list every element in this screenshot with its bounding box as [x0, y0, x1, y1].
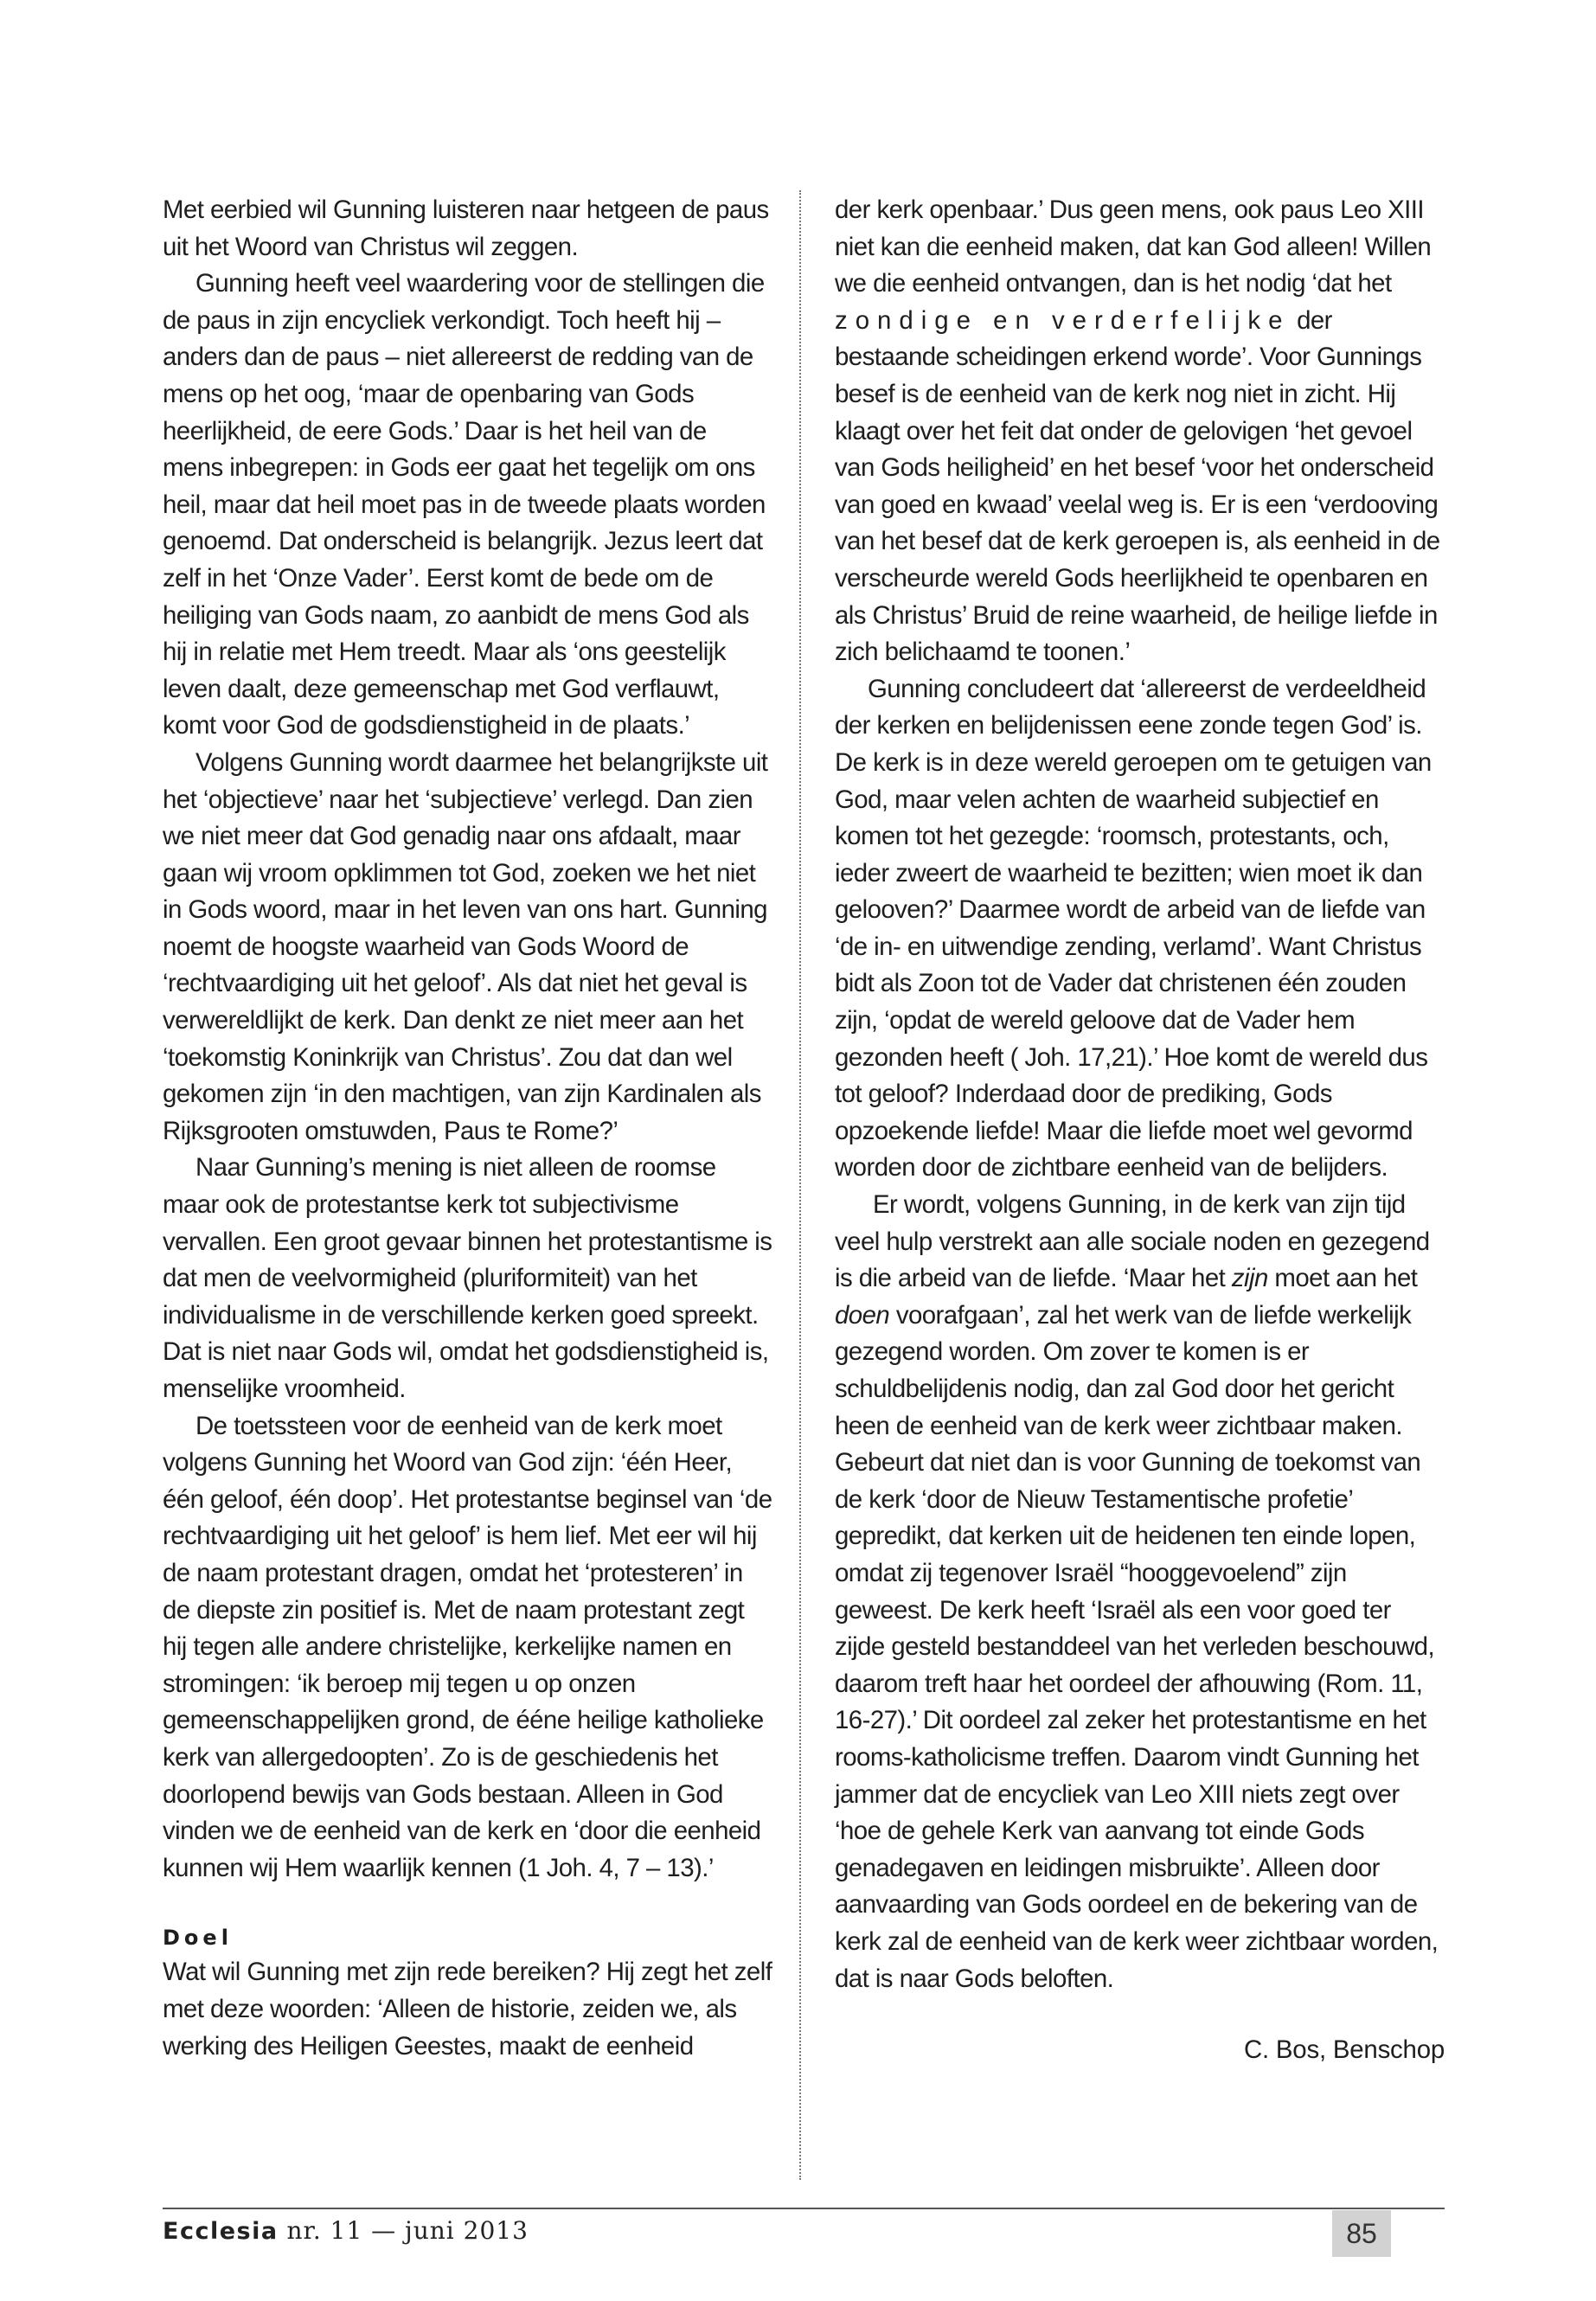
spaced-emphasis: zondige en verderfelijke — [835, 305, 1291, 335]
column-divider — [799, 190, 801, 2180]
author-signature: C. Bos, Benschop — [1243, 2035, 1445, 2065]
text-segment: Er wordt, volgens Gunning, in de kerk van zijn tijd veel hulp verstrekt aan alle sociale noden en gezegend is die arbeid van de liefde. ‘Maar het — [835, 1190, 1430, 1293]
footer-publication — [163, 2216, 529, 2245]
paragraph-1: Met eerbied wil Gunning luisteren naar hetgeen de paus uit het Woord van Christus wil zeggen. — [163, 195, 769, 261]
right-column — [835, 192, 1445, 2069]
page-number: 85 — [1332, 2210, 1391, 2257]
issue-info: nr. 11 — juni 2013 — [286, 2216, 529, 2245]
left-column — [163, 192, 772, 2065]
paragraph-5: De toetssteen voor de eenheid van de kerk moet volgens Gunning het Woord van God zijn: ‘één Heer, één geloof, één doop’. Het protestantse beginsel van ‘de rechtvaardiging uit het geloof’ is hem lief. Met eer wil hij de naam protestant dragen, omdat het ‘protesteren’ in de diepste zin positief is. Met de naam protestant zegt hij tegen alle andere christelijke, kerkelijke namen en stromingen: ‘ik beroep mij tegen u op onzen gemeenschappelijken grond, de ééne heilige katholieke kerk van allergedoopten’. Zo is de geschiedenis het doorlopend bewijs van Gods bestaan. Alleen in God vinden we de eenheid van de kerk en ‘door die eenheid kunnen wij Hem waarlijk kennen (1 Joh. 4, 7 – 13).’ — [163, 1411, 772, 1882]
text-segment: moet aan het — [1274, 1264, 1418, 1293]
italic-word: zijn — [1231, 1264, 1268, 1293]
paragraph-continued — [835, 192, 1445, 671]
footer-rule — [163, 2208, 1445, 2209]
paragraph-3: Volgens Gunning wordt daarmee het belangrijkste uit het ‘objectieve’ naar het ‘subjectieve’ verlegd. Dan zien we niet meer dat God genadig naar ons afdaalt, maar gaan wij vroom opklimmen tot God, zoeken we het niet in Gods woord, maar in het leven van ons hart. Gunning noemt de hoogste waarheid van Gods Woord de ‘rechtvaardiging uit het geloof’. Als dat niet het geval is verwereldlijkt de kerk. Dan denkt ze niet meer aan het ‘toekomstig Koninkrijk van Christus’. Zou dat dan wel gekomen zijn ‘in den machtigen, van zijn Kardinalen als Rijksgrooten omstuwden, Paus te Rome?’ — [163, 747, 768, 1145]
section-heading-doel: Doel — [163, 1926, 233, 1951]
paragraph-2: Gunning heeft veel waardering voor de stellingen die de paus in zijn encycliek verkondigt. Toch heeft hij – anders dan de paus – niet allereerst de redding van de mens op het oog, ‘maar de openbaring van Gods heerlijkheid, de eere Gods.’ Daar is het heil van de mens inbegrepen: in Gods eer gaat het tegelijk om ons heil, maar dat heil moet pas in de tweede plaats worden genoemd. Dat onderscheid is belangrijk. Jezus leert dat zelf in het ‘Onze Vader’. Eerst komt de bede om de heiliging van Gods naam, zo aanbidt de mens God als hij in relatie met Hem treedt. Maar als ‘ons geestelijk leven daalt, deze gemeenschap met God verflauwt, komt voor God de godsdienstigheid in de plaats.’ — [163, 269, 766, 740]
text-segment: der kerk openbaar.’ Dus geen mens, ook paus Leo XIII niet kan die eenheid maken, dat kan God alleen! Willen we die eenheid ontvangen, dan is het nodig ‘dat het — [835, 195, 1432, 298]
text-segment: der bestaande scheidingen erkend worde’. Voor Gunnings besef is de eenheid van de kerk nog niet in zicht. Hij klaagt over het feit dat onder de gelovigen ‘het gevoel van Gods heiligheid’ en het besef ‘voor het onderscheid van goed en kwaad’ veelal weg is. Er is een ‘verdooving van het besef dat de kerk geroepen is, als eenheid in de verscheurde wereld Gods heerlijkheid te openbaren en als Christus’ Bruid de reine waarheid, de heilige liefde in zich belichaamd te toonen.’ — [835, 305, 1440, 667]
text-segment: voorafgaan’, zal het werk van de liefde werkelijk gezegend worden. Om zover te komen is er schuldbelijdenis nodig, dan zal God door het gericht heen de eenheid van de kerk weer zichtbaar maken. Gebeurt dat niet dan is voor Gunning de toekomst van de kerk ‘door de Nieuw Testamentische profetie’ gepredikt, dat kerken uit de heidenen ten einde lopen, omdat zij tegenover Israël “hooggevoelend” zijn geweest. De kerk heeft ‘Israël als een voor goed ter zijde gesteld bestanddeel van het verleden beschouwd, daarom treft haar het oordeel der afhouwing (Rom. 11, 16-27).’ Dit oordeel zal zeker het protestantisme en het rooms-katholicisme treffen. Daarom vindt Gunning het jammer dat de encycliek van Leo XIII niets zegt over ‘hoe de gehele Kerk van aanvang tot einde Gods genadegaven en leidingen misbruikte’. Alleen door aanvaarding van Gods oordeel en de bekering van de kerk zal de eenheid van de kerk weer zichtbaar worden, dat is naar Gods beloften. — [835, 1300, 1439, 1993]
italic-word: doen — [835, 1300, 890, 1330]
paragraph-4: Naar Gunning’s mening is niet alleen de roomse maar ook de protestantse kerk tot subjectivisme vervallen. Een groot gevaar binnen het protestantisme is dat men de veelvormigheid (pluriformiteit) van het individualisme in de verschillende kerken goed spreekt. Dat is niet naar Gods wil, omdat het godsdienstigheid is, menselijke vroomheid. — [163, 1153, 772, 1403]
magazine-name: Ecclesia — [163, 2218, 279, 2245]
paragraph-doel: Wat wil Gunning met zijn rede bereiken? Hij zegt het zelf met deze woorden: ‘Alleen de historie, zeiden we, als werking des Heiligen Geestes, maakt de eenheid — [163, 1958, 772, 2061]
paragraph-conclusion: Gunning concludeert dat ‘allereerst de verdeeldheid der kerken en belijdenissen eene zonde tegen God’ is. De kerk is in deze wereld geroepen om te getuigen van God, maar velen achten de waarheid subjectief en komen tot het gezegde: ‘roomsch, protestants, och, ieder zweert de waarheid te bezitten; wien moet ik dan gelooven?’ Daarmee wordt de arbeid van de liefde van ‘de in- en uitwendige zending, verlamd’. Want Christus bidt als Zoon tot de Vader dat christenen één zouden zijn, ‘opdat de wereld geloove dat de Vader hem gezonden heeft ( Joh. 17,21).’ Hoe komt de wereld dus tot geloof? Inderdaad door de prediking, Gods opzoekende liefde! Maar die liefde moet wel gevormd worden door de zichtbare eenheid van de belijders. — [835, 674, 1432, 1183]
paragraph-charity — [835, 1187, 1445, 1997]
